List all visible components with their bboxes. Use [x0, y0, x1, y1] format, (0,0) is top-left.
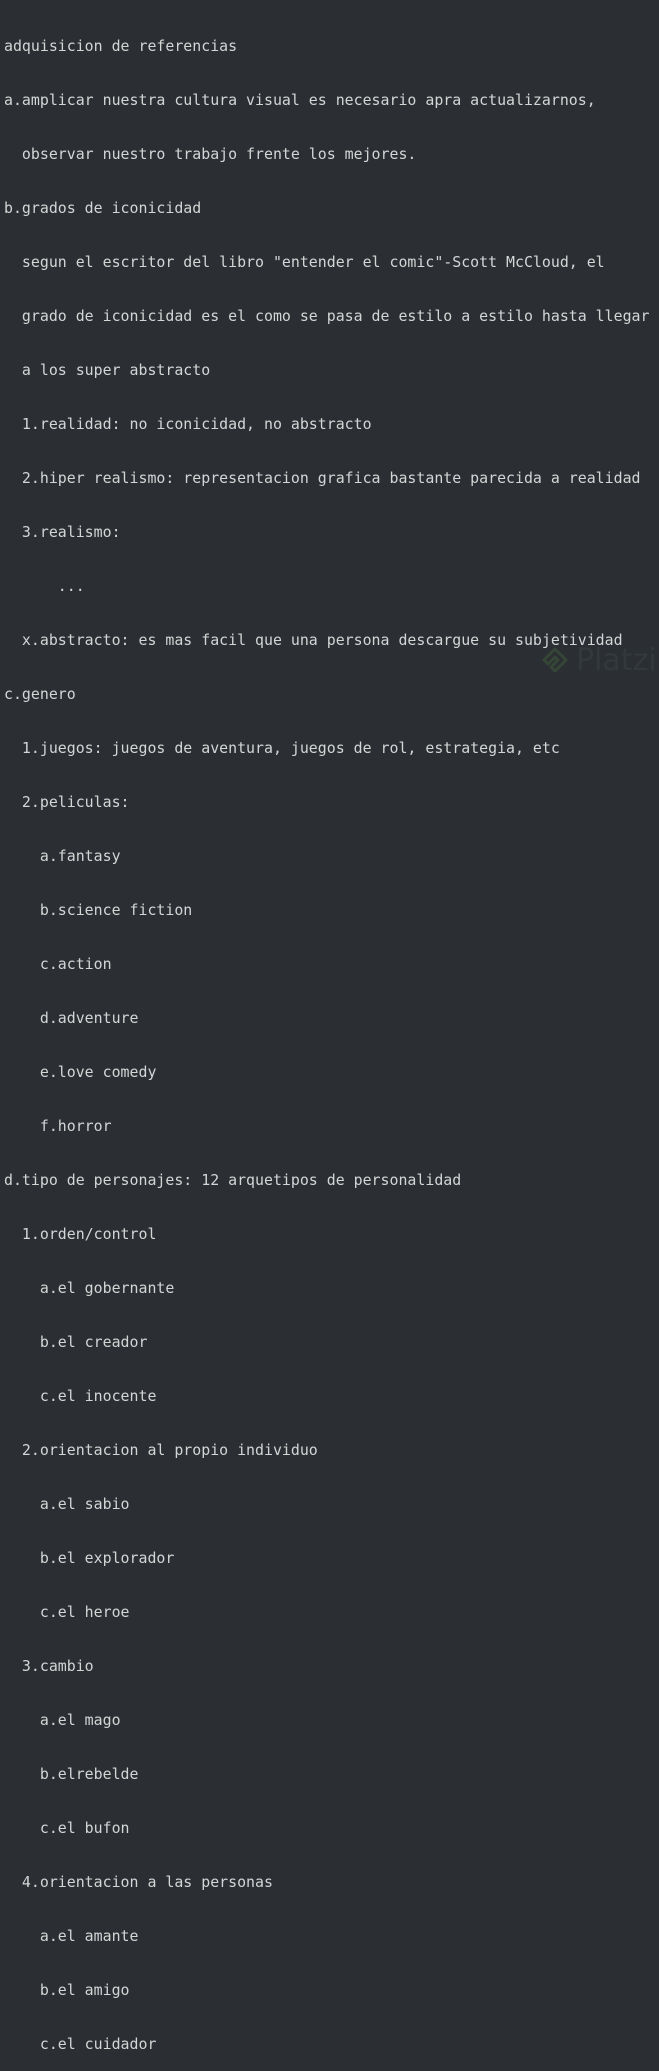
doc-line: a.el gobernante: [4, 1279, 175, 1297]
doc-line: b.elrebelde: [4, 1765, 139, 1783]
doc-line: x.abstracto: es mas facil que una persona descargue su subjetividad: [4, 631, 623, 649]
doc-line: 1.realidad: no iconicidad, no abstracto: [4, 415, 372, 433]
doc-line: observar nuestro trabajo frente los mejores.: [4, 145, 417, 163]
doc-line: 1.orden/control: [4, 1225, 157, 1243]
doc-line-section-heading: d.tipo de personajes: 12 arquetipos de personalidad: [4, 1171, 462, 1189]
doc-line: e.love comedy: [4, 1063, 157, 1081]
text-editor[interactable]: [4, 1, 649, 2071]
doc-line: c.el heroe: [4, 1603, 130, 1621]
doc-line: 1.juegos: juegos de aventura, juegos de rol, estrategia, etc: [4, 739, 560, 757]
platzi-watermark: [540, 643, 657, 678]
doc-line: segun el escritor del libro "entender el comic"-Scott McCloud, el: [4, 253, 605, 271]
doc-line: a.el sabio: [4, 1495, 130, 1513]
doc-line: 3.realismo:: [4, 523, 121, 541]
doc-line: c.action: [4, 955, 112, 973]
doc-line-title: adquisicion de referencias: [4, 37, 238, 55]
doc-line-section-heading: b.grados de iconicidad: [4, 199, 202, 217]
doc-line: c.el inocente: [4, 1387, 157, 1405]
doc-line: b.el amigo: [4, 1981, 130, 1999]
doc-line: 2.hiper realismo: representacion grafica bastante parecida a realidad: [4, 469, 641, 487]
doc-line: ...: [4, 577, 85, 595]
doc-line: c.el bufon: [4, 1819, 130, 1837]
doc-line: a los super abstracto: [4, 361, 211, 379]
platzi-watermark-text: Platzi: [576, 643, 657, 678]
doc-line: a.amplicar nuestra cultura visual es necesario apra actualizarnos,: [4, 91, 596, 109]
doc-line: 2.orientacion al propio individuo: [4, 1441, 318, 1459]
doc-line: grado de iconicidad es el como se pasa de estilo a estilo hasta llegar: [4, 307, 650, 325]
doc-line: 2.peliculas:: [4, 793, 130, 811]
doc-line: a.el amante: [4, 1927, 139, 1945]
doc-line: a.el mago: [4, 1711, 121, 1729]
doc-line: c.el cuidador: [4, 2035, 157, 2053]
doc-line: b.science fiction: [4, 901, 193, 919]
doc-line: b.el explorador: [4, 1549, 175, 1567]
doc-line-section-heading: c.genero: [4, 685, 76, 703]
doc-line: 3.cambio: [4, 1657, 94, 1675]
doc-line: a.fantasy: [4, 847, 121, 865]
doc-line: f.horror: [4, 1117, 112, 1135]
doc-line: d.adventure: [4, 1009, 139, 1027]
doc-line: b.el creador: [4, 1333, 148, 1351]
doc-line: 4.orientacion a las personas: [4, 1873, 273, 1891]
platzi-logo-icon: [540, 646, 570, 676]
